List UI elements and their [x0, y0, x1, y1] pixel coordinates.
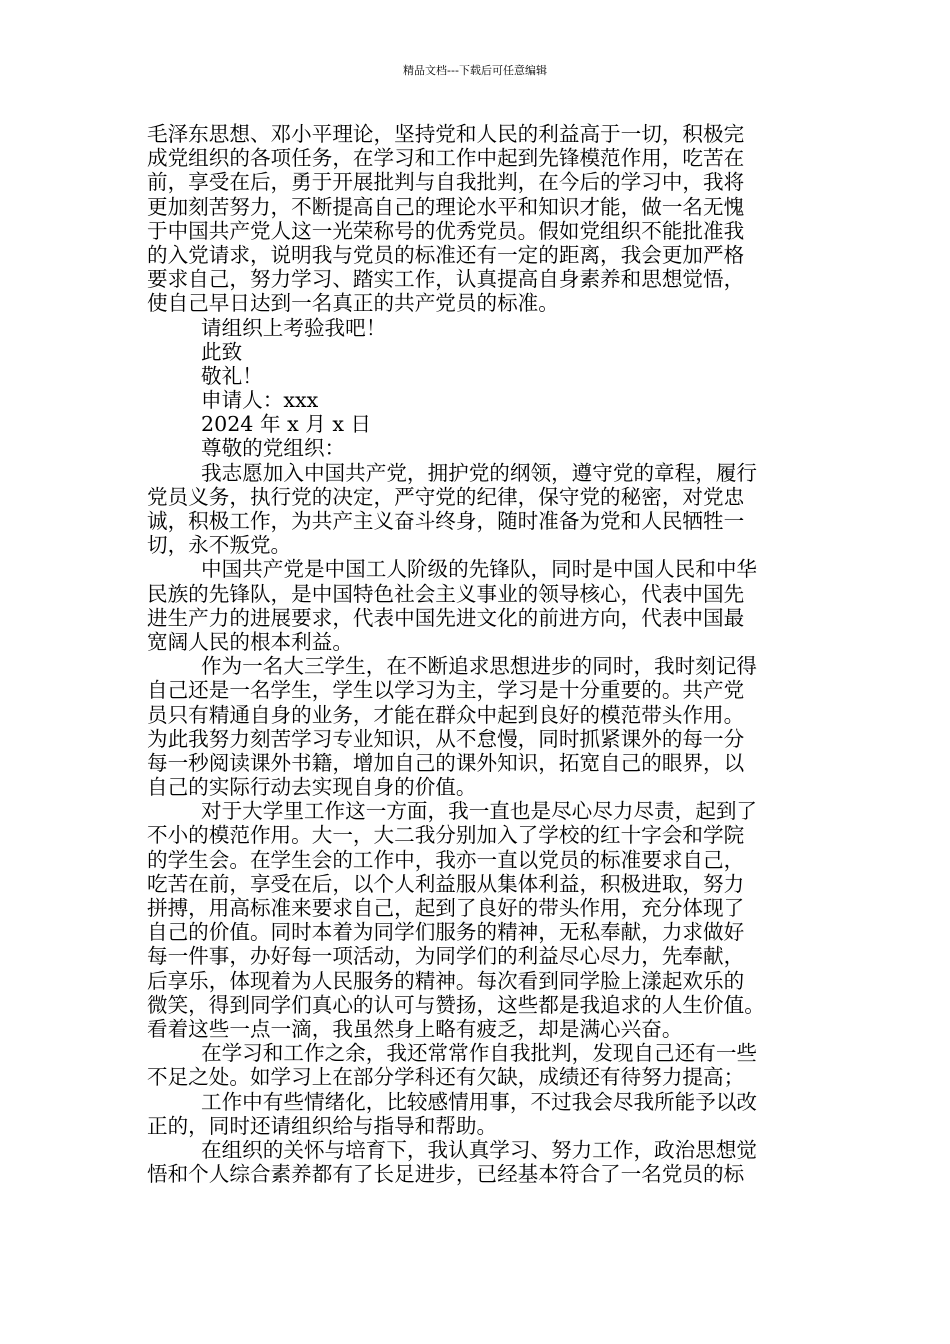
text-line: 2024 年 x 月 x 日: [201, 412, 372, 437]
text-line: 自己的价值。同时本着为同学们服务的精神，无私奉献，力求做好: [147, 920, 745, 945]
text-line: 拼搏，用高标准来要求自己，起到了良好的带头作用，充分体现了: [147, 896, 745, 920]
text-line: 党员义务，执行党的决定，严守党的纪律，保守党的秘密，对党忠: [147, 484, 745, 509]
text-line: 不足之处。如学习上在部分学科还有欠缺，成绩还有待努力提高；: [147, 1065, 745, 1090]
text-line: 为此我努力刻苦学习专业知识，从不怠慢，同时抓紧课外的每一分: [147, 726, 745, 751]
text-line: 尊敬的党组织：: [201, 436, 346, 461]
text-line: 对于大学里工作这一方面，我一直也是尽心尽力尽责，起到了: [201, 799, 758, 824]
page-header: 精品文档---下载后可任意编辑: [403, 64, 547, 77]
text-line: 诚，积极工作，为共产主义奋斗终身，随时准备为党和人民牺牲一: [147, 509, 745, 533]
text-line: 工作中有些情绪化，比较感情用事，不过我会尽我所能予以改: [201, 1089, 758, 1114]
text-line: 此致: [201, 339, 243, 364]
text-line: 微笑，得到同学们真心的认可与赞扬，这些都是我追求的人生价值。: [147, 992, 765, 1017]
text-line: 在学习和工作之余，我还常常作自我批判，发现自己还有一些: [201, 1041, 758, 1066]
text-line: 切，永不叛党。: [147, 533, 292, 558]
text-line: 要求自己，努力学习、踏实工作，认真提高自身素养和思想觉悟，: [147, 267, 745, 292]
text-line: 后享乐，体现着为人民服务的精神。每次看到同学脸上漾起欢乐的: [147, 968, 745, 993]
text-line: 毛泽东思想、邓小平理论，坚持党和人民的利益高于一切，积极完: [147, 122, 745, 146]
text-line: 作为一名大三学生，在不断追求思想进步的同时，我时刻记得: [201, 654, 758, 679]
text-line: 进生产力的进展要求，代表中国先进文化的前进方向，代表中国最: [147, 605, 745, 630]
text-line: 申请人：xxx: [201, 388, 319, 413]
text-line: 每一件事，办好每一项活动，为同学们的利益尽心尽力，先奉献，: [147, 944, 745, 969]
text-line: 请组织上考验我吧！: [201, 315, 387, 340]
text-line: 的入党请求，说明我与党员的标准还有一定的距离，我会更加严格: [147, 242, 745, 267]
text-line: 自己还是一名学生，学生以学习为主，学习是十分重要的。共产党: [147, 678, 745, 703]
text-line: 使自己早日达到一名真正的共产党员的标准。: [147, 291, 559, 316]
text-line: 正的，同时还请组织给与指导和帮助。: [147, 1113, 498, 1138]
text-line: 我志愿加入中国共产党，拥护党的纲领，遵守党的章程，履行: [201, 460, 758, 485]
text-line: 不小的模范作用。大一，大二我分别加入了学校的红十字会和学院: [147, 823, 745, 848]
text-line: 于中国共产党人这一光荣称号的优秀党员。假如党组织不能批准我: [147, 218, 745, 243]
document-body: [147, 122, 827, 1186]
text-line: 民族的先锋队，是中国特色社会主义事业的领导核心，代表中国先: [147, 581, 745, 606]
text-line: 每一秒阅读课外书籍，增加自己的课外知识，拓宽自己的眼界，以: [147, 750, 745, 775]
text-line: 宽阔人民的根本利益。: [147, 629, 353, 654]
text-line: 成党组织的各项任务，在学习和工作中起到先锋模范作用，吃苦在: [147, 146, 745, 171]
text-line: 吃苦在前，享受在后，以个人利益服从集体利益，积极进取，努力: [147, 871, 745, 896]
text-line: 的学生会。在学生会的工作中，我亦一直以党员的标准要求自己，: [147, 847, 745, 872]
text-line: 前，享受在后，勇于开展批判与自我批判，在今后的学习中，我将: [147, 170, 745, 195]
text-line: 自己的实际行动去实现自身的价值。: [147, 775, 477, 800]
text-line: 员只有精通自身的业务，才能在群众中起到良好的模范带头作用。: [147, 702, 745, 727]
text-line: 看着这些一点一滴，我虽然身上略有疲乏，却是满心兴奋。: [147, 1016, 683, 1041]
text-line: 在组织的关怀与培育下，我认真学习、努力工作，政治思想觉: [201, 1137, 758, 1162]
text-line: 中国共产党是中国工人阶级的先锋队，同时是中国人民和中华: [201, 557, 758, 582]
text-line: 敬礼！: [201, 363, 263, 388]
text-line: 悟和个人综合素养都有了长足进步，已经基本符合了一名党员的标: [147, 1162, 745, 1187]
text-line: 更加刻苦努力，不断提高自己的理论水平和知识才能，做一名无愧: [147, 194, 745, 219]
